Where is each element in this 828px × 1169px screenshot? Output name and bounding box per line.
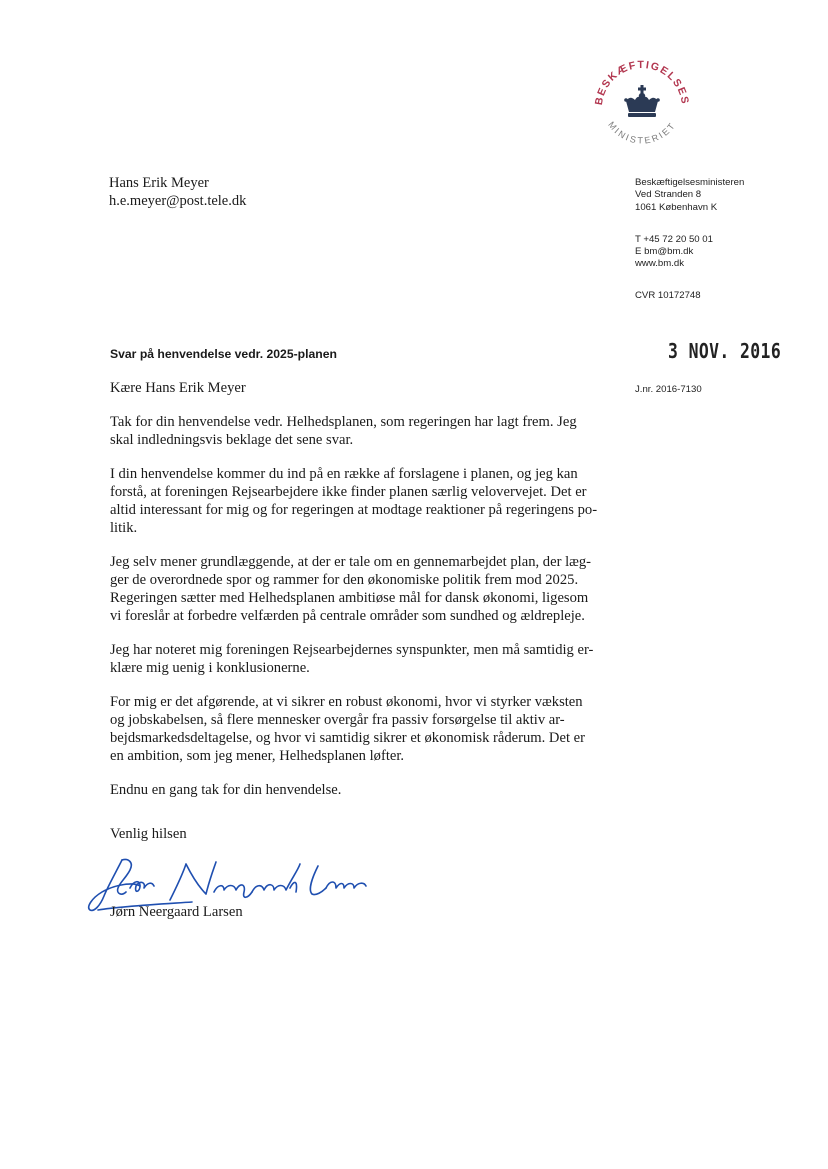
- paragraph: Tak for din henvendelse vedr. Helhedsplanen, som regeringen har lagt frem. Jeg skal indledningsvis beklage det sene svar.: [110, 414, 577, 448]
- paragraph: I din henvendelse kommer du ind på en række af forslagene i planen, og jeg kan forstå, at foreningen Rejsearbejdere ikke finder planen særlig velovervejet. Det er altid interessant for mig og for regeringen at modtage reaktioner på regeringens po- litik.: [110, 466, 598, 536]
- letter-subject: Svar på henvendelse vedr. 2025-planen: [110, 347, 337, 361]
- salutation: Kære Hans Erik Meyer: [110, 380, 246, 396]
- sender-street: Ved Stranden 8: [635, 189, 702, 201]
- crown-icon: [624, 85, 660, 117]
- sender-email: E bm@bm.dk: [635, 246, 694, 258]
- paragraph: For mig er det afgørende, at vi sikrer en robust økonomi, hvor vi styrker væksten og jobskabelsen, så flere mennesker overgår fra passiv forsørgelse til aktiv ar- bejdsmarkedsdeltagelse, og hvor vi samtidig sikrer et økonomisk råderum. Det er en ambition, som jeg mener, Helhedsplanen løfter.: [110, 694, 585, 764]
- signer-name: Jørn Neergaard Larsen: [110, 904, 243, 920]
- journal-number: J.nr. 2016-7130: [635, 384, 702, 395]
- paragraph: Jeg har noteret mig foreningen Rejsearbejdernes synspunkter, men må samtidig er- klære mig uenig i konklusionerne.: [110, 642, 594, 676]
- letter-body: [110, 379, 610, 843]
- sender-web: www.bm.dk: [635, 258, 685, 270]
- logo-ring-text: BESKÆFTIGELSES: [592, 58, 692, 107]
- recipient-name: Hans Erik Meyer: [109, 175, 209, 191]
- paragraph: Endnu en gang tak for din henvendelse.: [110, 782, 342, 798]
- logo-ring-text-bottom: MINISTERIET: [606, 119, 678, 146]
- sender-org: Beskæftigelsesministeren: [635, 177, 745, 188]
- ministry-logo: [586, 52, 698, 164]
- sender-city: 1061 København K: [635, 201, 718, 213]
- closing: Venlig hilsen: [110, 826, 187, 842]
- sender-cvr: CVR 10172748: [635, 289, 701, 301]
- sender-phone: T +45 72 20 50 01: [635, 233, 713, 245]
- sender-block: [635, 177, 744, 302]
- date-stamp: 3 NOV. 2016: [668, 339, 782, 363]
- paragraph: Jeg selv mener grundlæggende, at der er tale om en gennemarbejdet plan, der læg- ger de overordnede spor og rammer for den økonomiske politik frem mod 2025. Regeringen sætter med Helhedsplanen ambitiøse mål for dansk økonomi, ligesom vi foreslår at forbedre velfærden på centrale områder som sundhed og ældrepleje.: [110, 554, 592, 624]
- recipient-email: h.e.meyer@post.tele.dk: [109, 193, 247, 209]
- recipient-block: [109, 174, 246, 210]
